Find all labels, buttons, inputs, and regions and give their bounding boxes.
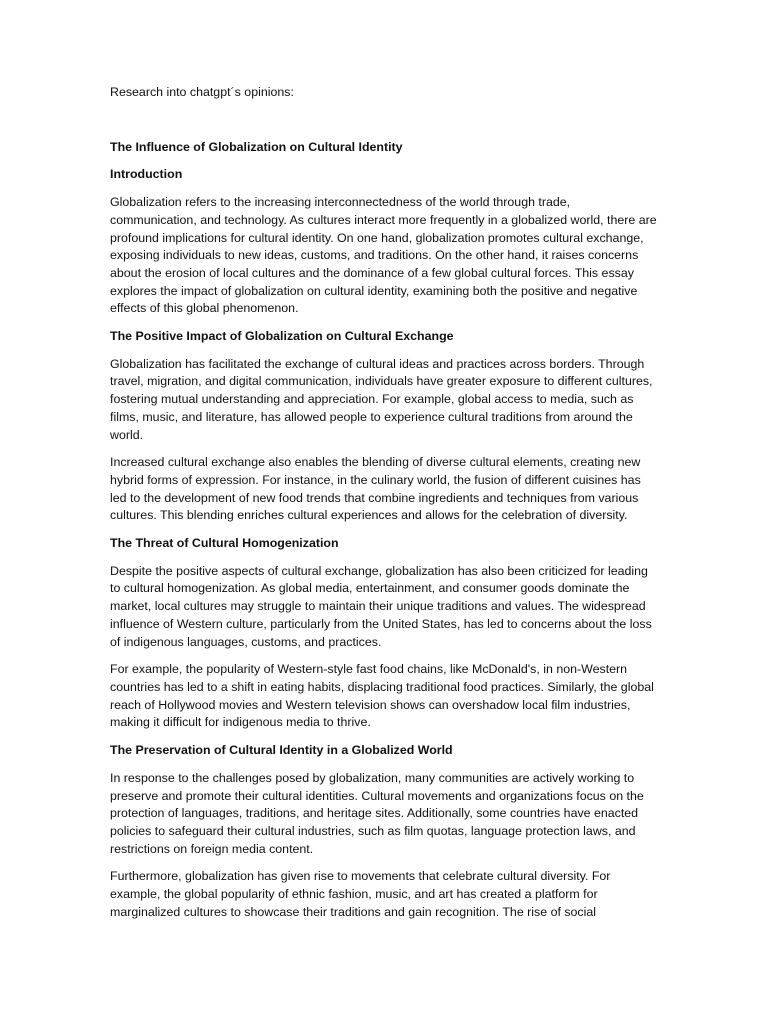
section-heading-preservation: The Preservation of Cultural Identity in a Globalized World: [110, 743, 453, 758]
paragraph: In response to the challenges posed by globalization, many communities are actively working to preserve and promote their cultural identities. Cultural movements and organizations focus on the protection of languages, traditions, and heritage sites. Additionally, some countries have enacted policies to safeguard their cultural industries, such as film quotas, language protection laws, and restrictions on foreign media content.: [110, 770, 644, 856]
paragraph: Despite the positive aspects of cultural exchange, globalization has also been criticized for leading to cultural homogenization. As global media, entertainment, and consumer goods dominate the market, local cultures may struggle to maintain their unique traditions and values. The widespread influence of Western culture, particularly from the United States, has led to concerns about the loss of indigenous languages, customs, and practices.: [110, 563, 652, 649]
document-body: [110, 84, 660, 931]
paragraph: Furthermore, globalization has given rise to movements that celebrate cultural diversity. For example, the global popularity of ethnic fashion, music, and art has created a platform for marginalized cultures to showcase their traditions and gain recognition. The rise of social: [110, 869, 611, 919]
document-title: The Influence of Globalization on Cultural Identity: [110, 139, 403, 154]
paragraph: Increased cultural exchange also enables the blending of diverse cultural elements, creating new hybrid forms of expression. For instance, in the culinary world, the fusion of different cuisines has led to the development of new food trends that combine ingredients and techniques from various cultures. This blending enriches cultural experiences and allows for the celebration of diversity.: [110, 455, 641, 523]
paragraph: Globalization has facilitated the exchange of cultural ideas and practices across borders. Through travel, migration, and digital communication, individuals have greater exposure to different cultures, fostering mutual understanding and appreciation. For example, global access to media, such as films, music, and literature, has allowed people to experience cultural traditions from around the world.: [110, 356, 653, 442]
section-heading-introduction: Introduction: [110, 167, 183, 182]
preface-line: Research into chatgpt´s opinions:: [110, 85, 294, 99]
section-heading-positive-impact: The Positive Impact of Globalization on Cultural Exchange: [110, 329, 454, 344]
paragraph: For example, the popularity of Western-style fast food chains, like McDonald's, in non-Western countries has led to a shift in eating habits, displacing traditional food practices. Similarly, the global reach of Hollywood movies and Western television shows can overshadow local film industries, making it difficult for indigenous media to thrive.: [110, 662, 654, 730]
section-heading-homogenization: The Threat of Cultural Homogenization: [110, 536, 339, 551]
paragraph: Globalization refers to the increasing interconnectedness of the world through trade, communication, and technology. As cultures interact more frequently in a globalized world, there are profound implications for cultural identity. On one hand, globalization promotes cultural exchange, exposing individuals to new ideas, customs, and traditions. On the other hand, it raises concerns about the erosion of local cultures and the dominance of a few global cultural forces. This essay explores the impact of globalization on cultural identity, examining both the positive and negative effects of this global phenomenon.: [110, 195, 657, 316]
